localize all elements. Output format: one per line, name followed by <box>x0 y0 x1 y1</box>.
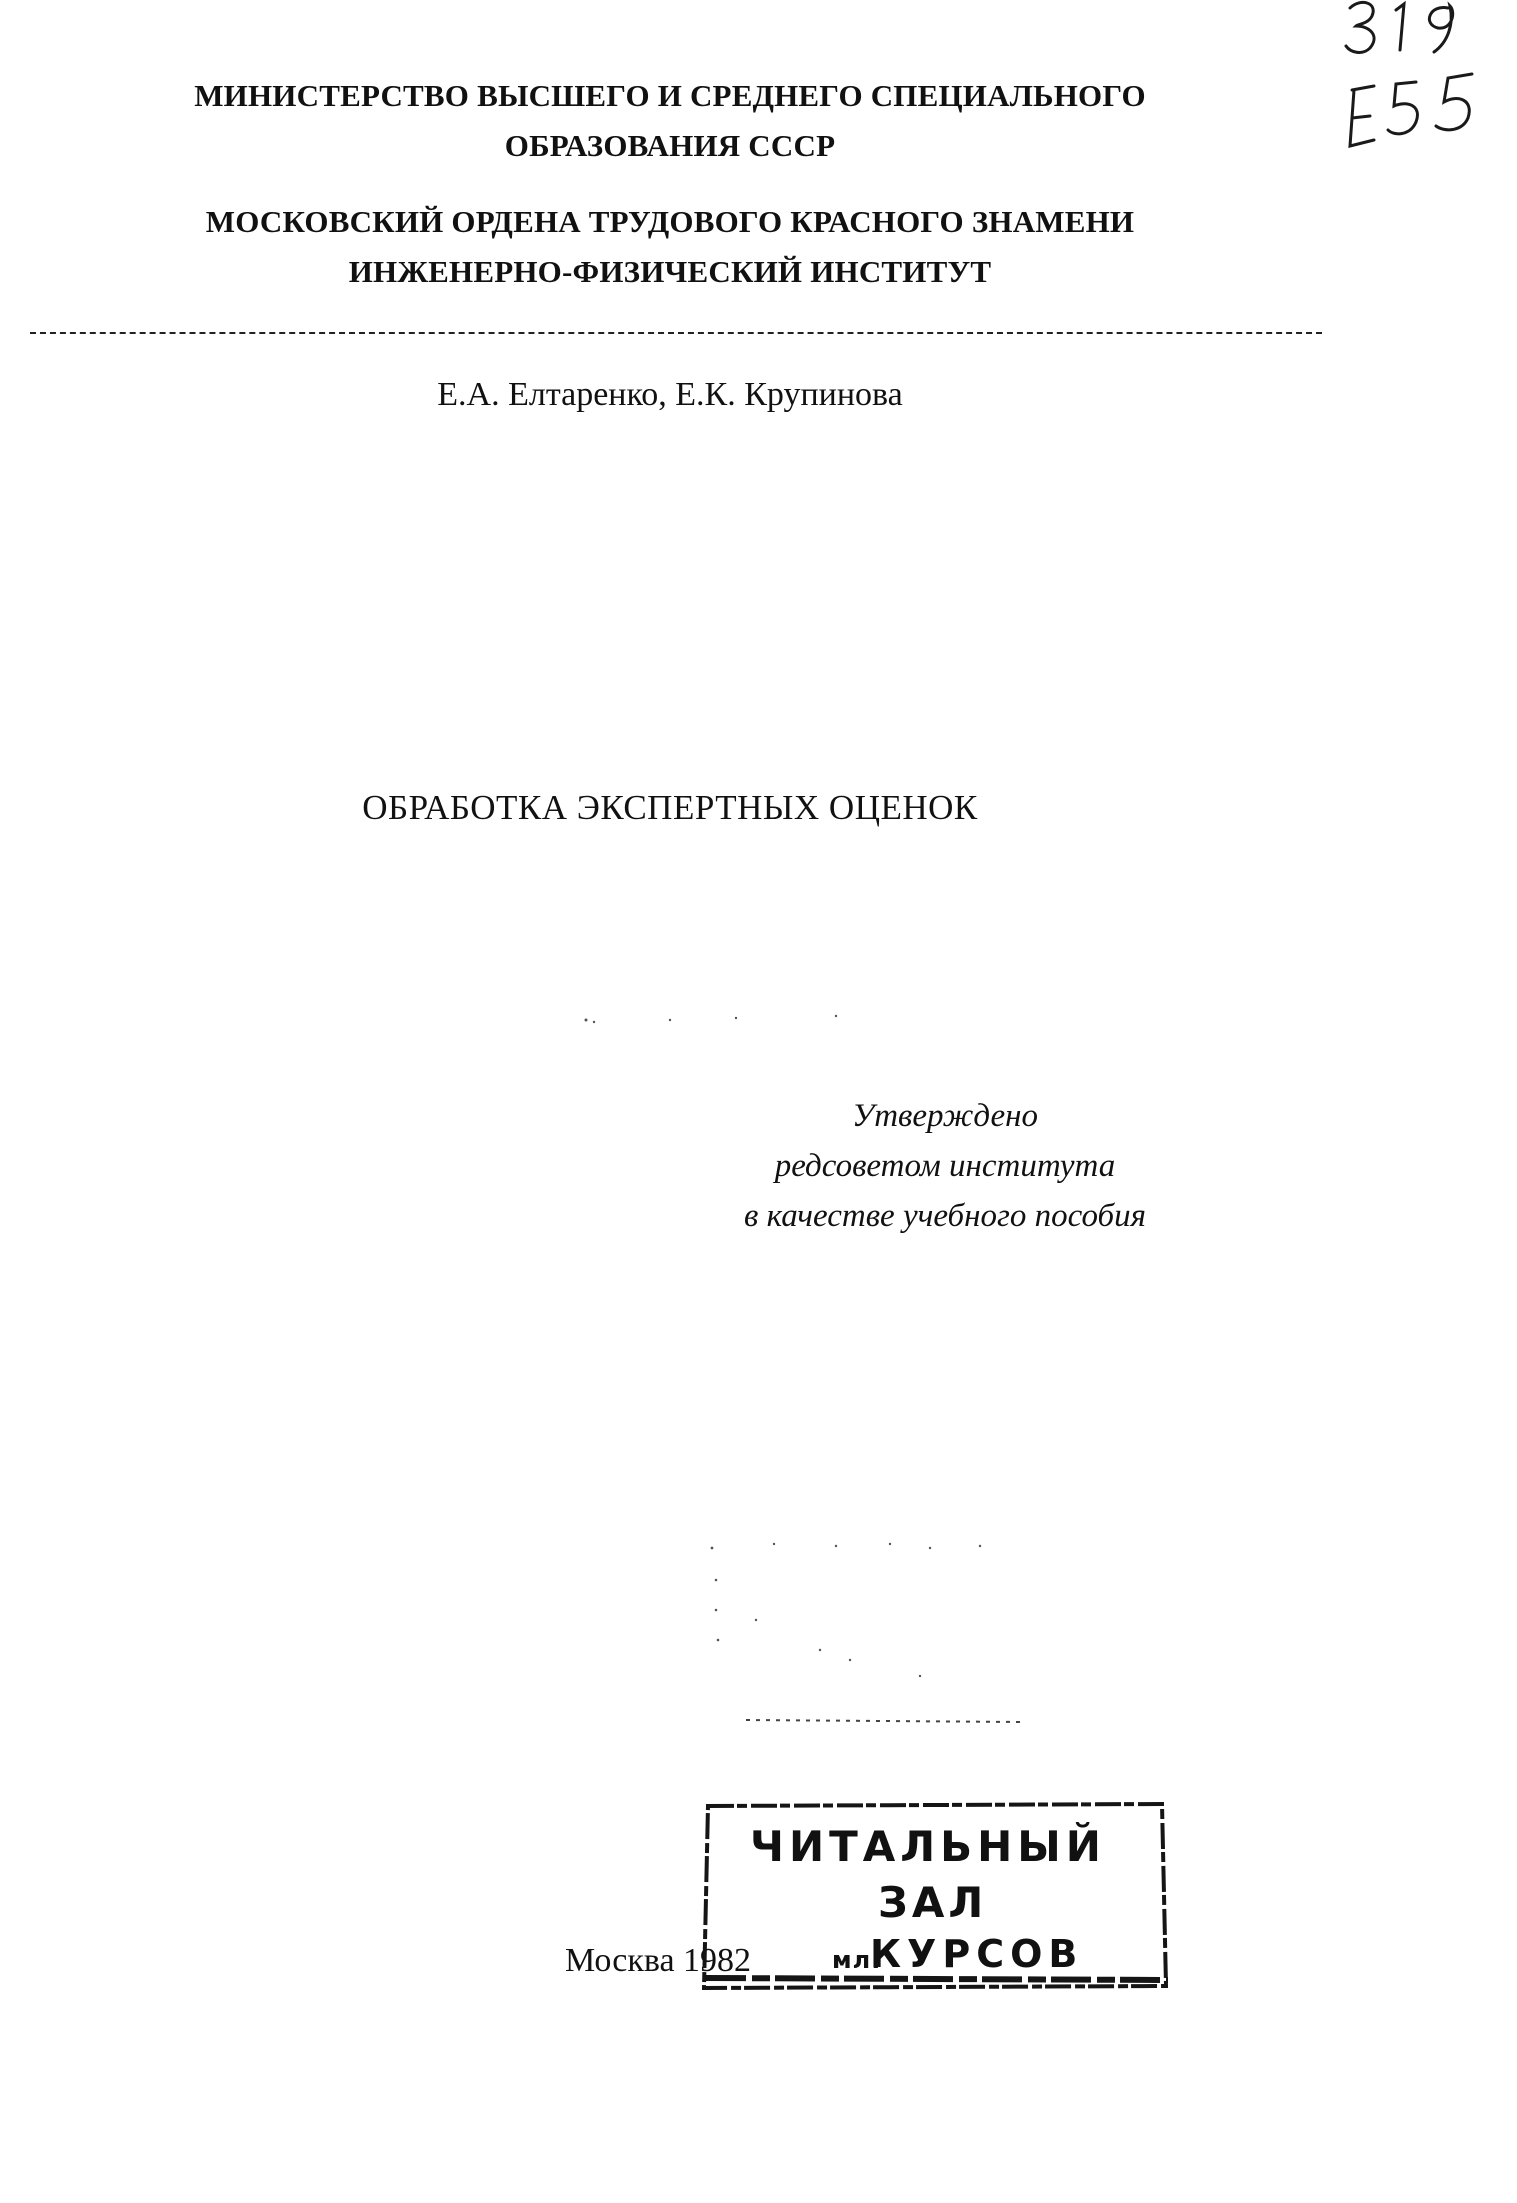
stamp-line-1: ЧИТАЛЬНЫЙ <box>750 1822 1106 1871</box>
imprint-city: Москва <box>565 1942 675 1979</box>
approval-line-1: Утверждено <box>852 1098 1038 1134</box>
ministry-line-1: МИНИСТЕРСТВО ВЫСШЕГО И СРЕДНЕГО СПЕЦИАЛЬНОГО <box>194 78 1146 113</box>
faint-scan-marks <box>560 1000 1060 1760</box>
approval-line-2: редсоветом института <box>774 1148 1116 1184</box>
library-stamp <box>700 1800 1170 1990</box>
imprint <box>565 1942 751 1980</box>
authors: Е.А. Елтаренко, Е.К. Крупинова <box>437 376 903 413</box>
stamp-line-3: КУРСОВ <box>870 1932 1084 1976</box>
handwritten-shelfmark <box>1330 0 1500 160</box>
institute-line-1: МОСКОВСКИЙ ОРДЕНА ТРУДОВОГО КРАСНОГО ЗНАМЕНИ <box>205 204 1135 239</box>
dashed-separator <box>30 332 1322 334</box>
document-title: ОБРАБОТКА ЭКСПЕРТНЫХ ОЦЕНОК <box>362 788 978 827</box>
institute-line-2: ИНЖЕНЕРНО-ФИЗИЧЕСКИЙ ИНСТИТУТ <box>348 254 992 289</box>
stamp-prefix: мл. <box>832 1946 882 1974</box>
ministry-line-2: ОБРАЗОВАНИЯ СССР <box>504 128 836 163</box>
stamp-line-2: ЗАЛ <box>878 1878 988 1927</box>
approval-line-3: в качестве учебного пособия <box>744 1198 1146 1234</box>
imprint-year: 1982 <box>683 1942 752 1979</box>
